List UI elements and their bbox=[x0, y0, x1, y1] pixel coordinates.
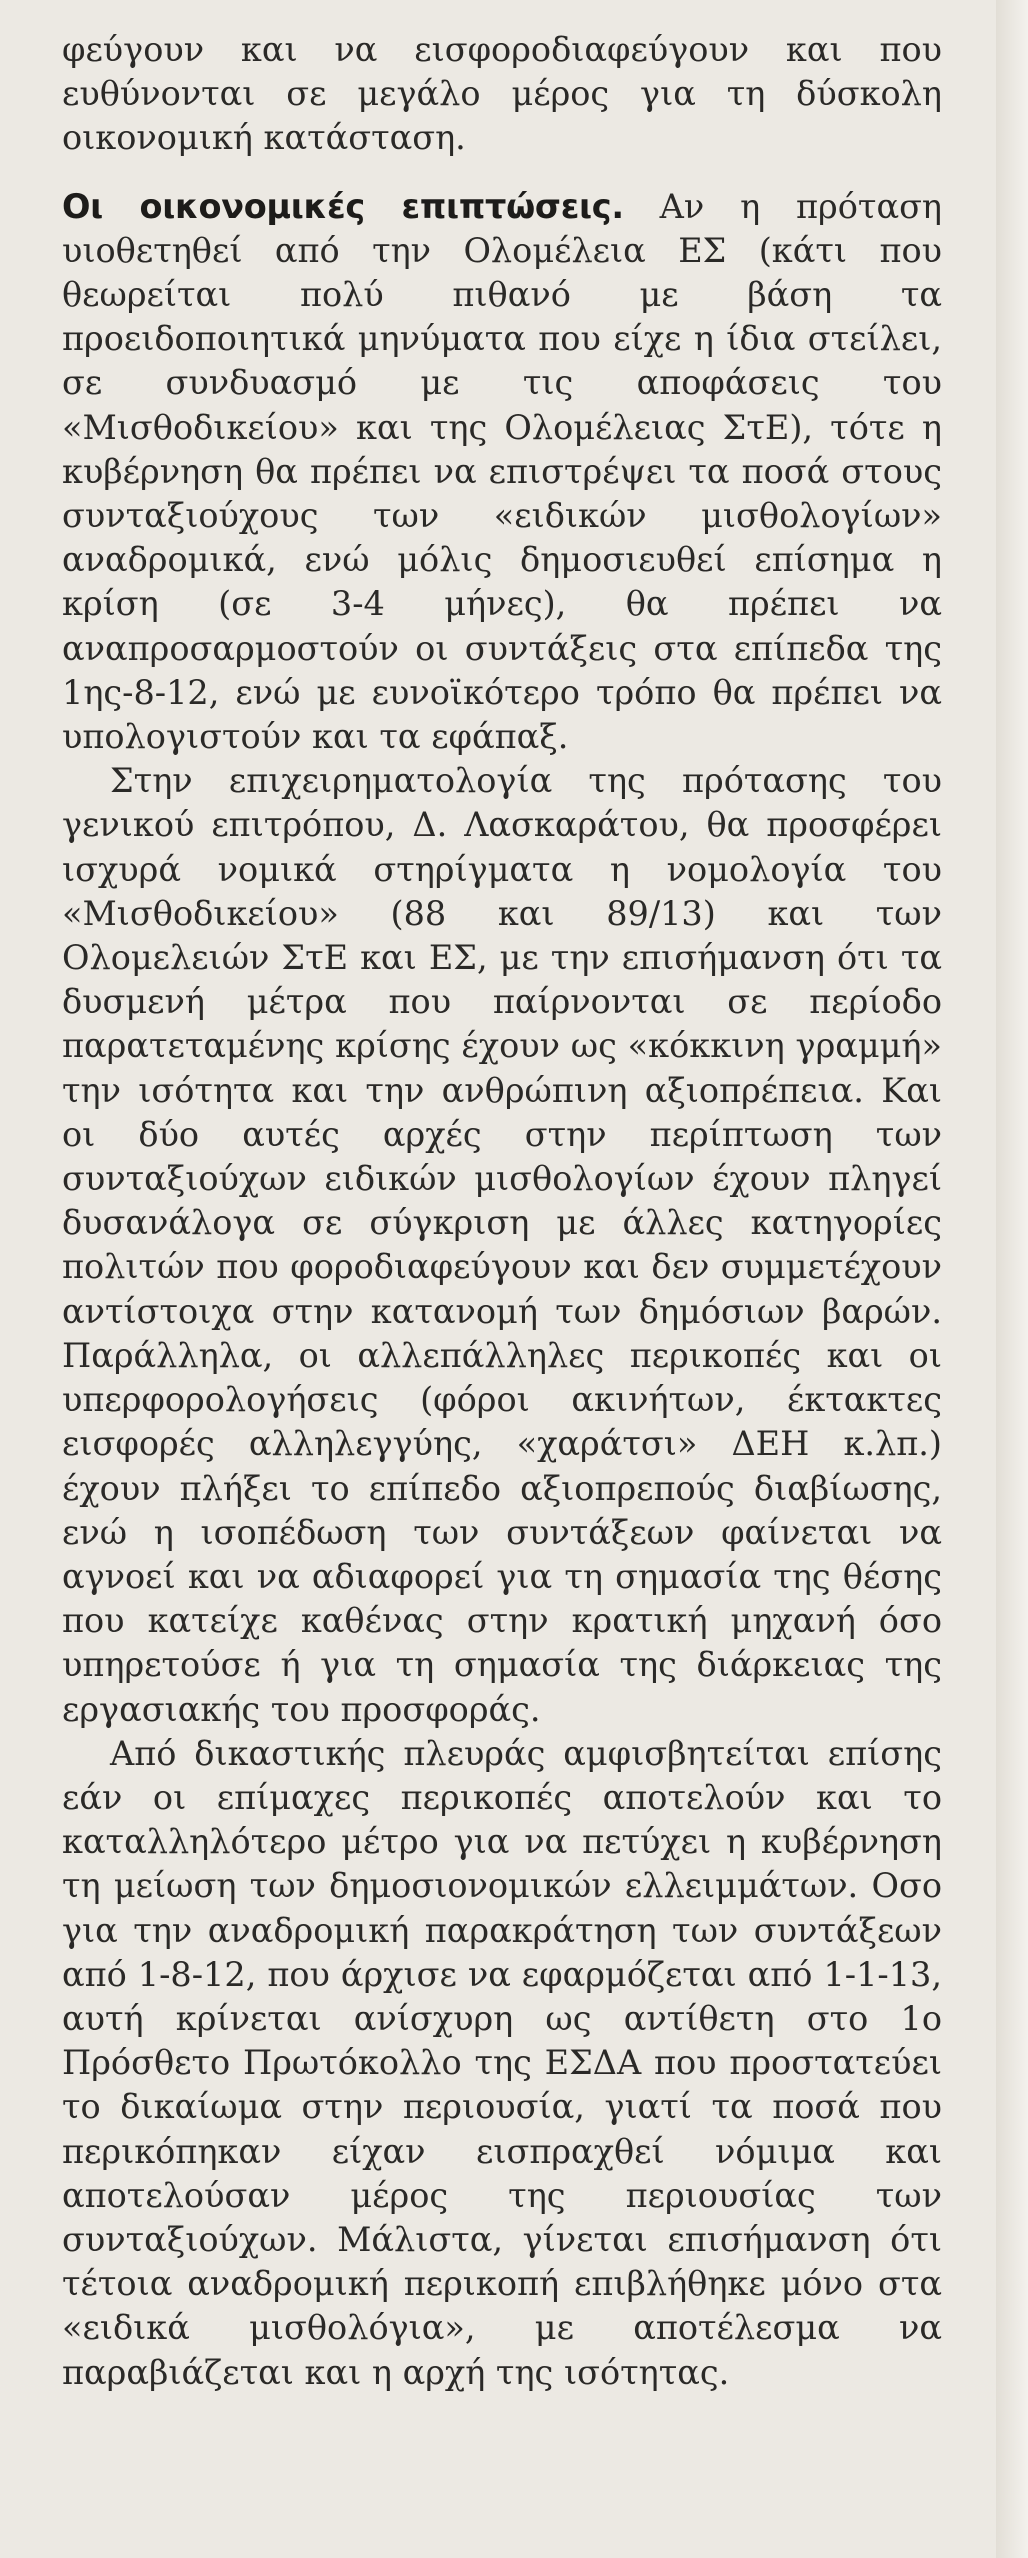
body-paragraph-2: Στην επιχειρηματολογία της πρότασης του γενικού επιτρόπου, Δ. Λασκαράτου, θα προσφέρει ισχυρά νομικά στηρίγματα η νομολογία του «Μισθοδικείου» (88 και 89/13) και των Ολομελειών ΣτΕ και ΕΣ, με την επισήμανση ότι τα δυσμενή μέτρα που παίρνονται σε περίοδο παρατεταμένης κρίσης έχουν ως «κόκκινη γραμμή» την ισότητα και την ανθρώπινη αξιοπρέπεια. Και οι δύο αυτές αρχές στην περίπτωση των συνταξιούχων ειδικών μισθολογίων έχουν πληγεί δυσανάλογα σε σύγκριση με άλλες κατηγορίες πολιτών που φοροδιαφεύγουν και δεν συμμετέχουν αντίστοιχα στην κατανομή των δημόσιων βαρών. Παράλληλα, οι αλλεπάλληλες περικοπές και οι υπερφορολογήσεις (φόροι ακινήτων, έκτακτες εισφορές αλληλεγγύης, «χαράτσι» ΔΕΗ κ.λπ.) έχουν πλήξει το επίπεδο αξιοπρεπούς διαβίωσης, ενώ η ισοπέδωση των συντάξεων φαίνεται να αγνοεί και να αδιαφορεί για τη σημασία της θέσης που κατείχε καθένας στην κρατική μηχανή όσο υπηρετούσε ή για τη σημασία της διάρκειας της εργασιακής του προσφοράς. bbox=[62, 761, 942, 1729]
article-column bbox=[62, 28, 942, 2395]
intro-paragraph: φεύγουν και να εισφοροδιαφεύγουν και που ευθύνονται σε μεγάλο μέρος για τη δύσκολη οικονομική κατάσταση. bbox=[62, 30, 942, 158]
section-heading: Οι οικονομικές επιπτώσεις. bbox=[62, 186, 624, 226]
page-edge-strip bbox=[996, 0, 1028, 2558]
body-paragraph-3: Από δικαστικής πλευράς αμφισβητείται επίσης εάν οι επίμαχες περικοπές αποτελούν και το καταλληλότερο μέτρο για να πετύχει η κυβέρνηση τη μείωση των δημοσιονομικών ελλειμμάτων. Οσο για την αναδρομική παρακράτηση των συντάξεων από 1-8-12, που άρχισε να εφαρμόζεται από 1-1-13, αυτή κρίνεται ανίσχυρη ως αντίθετη στο 1ο Πρόσθετο Πρωτόκολλο της ΕΣΔΑ που προστατεύει το δικαίωμα στην περιουσία, γιατί τα ποσά που περικόπηκαν είχαν εισπραχθεί νόμιμα και αποτελούσαν μέρος της περιουσίας των συνταξιούχων. Μάλιστα, γίνεται επισήμανση ότι τέτοια αναδρομική περικοπή επιβλήθηκε μόνο στα «ειδικά μισθολόγια», με αποτέλεσμα να παραβιάζεται και η αρχή της ισότητας. bbox=[62, 1733, 942, 2392]
section-paragraph bbox=[62, 185, 942, 760]
section-lead-text: Αν η πρόταση υιοθετηθεί από την Ολομέλεια ΕΣ (κάτι που θεωρείται πολύ πιθανό με βάση τα προειδοποιητικά μηνύματα που είχε η ίδια στείλει, σε συνδυασμό με τις αποφάσεις του «Μισθοδικείου» και της Ολομέλειας ΣτΕ), τότε η κυβέρνηση θα πρέπει να επιστρέψει τα ποσά στους συνταξιούχους των «ειδικών μισθολογίων» αναδρομικά, ενώ μόλις δημοσιευθεί επίσημα η κρίση (σε 3-4 μήνες), θα πρέπει να αναπροσαρμοστούν οι συντάξεις στα επίπεδα της 1ης-8-12, ενώ με ευνοϊκότερο τρόπο θα πρέπει να υπολογιστούν και τα εφάπαξ. bbox=[62, 186, 943, 757]
